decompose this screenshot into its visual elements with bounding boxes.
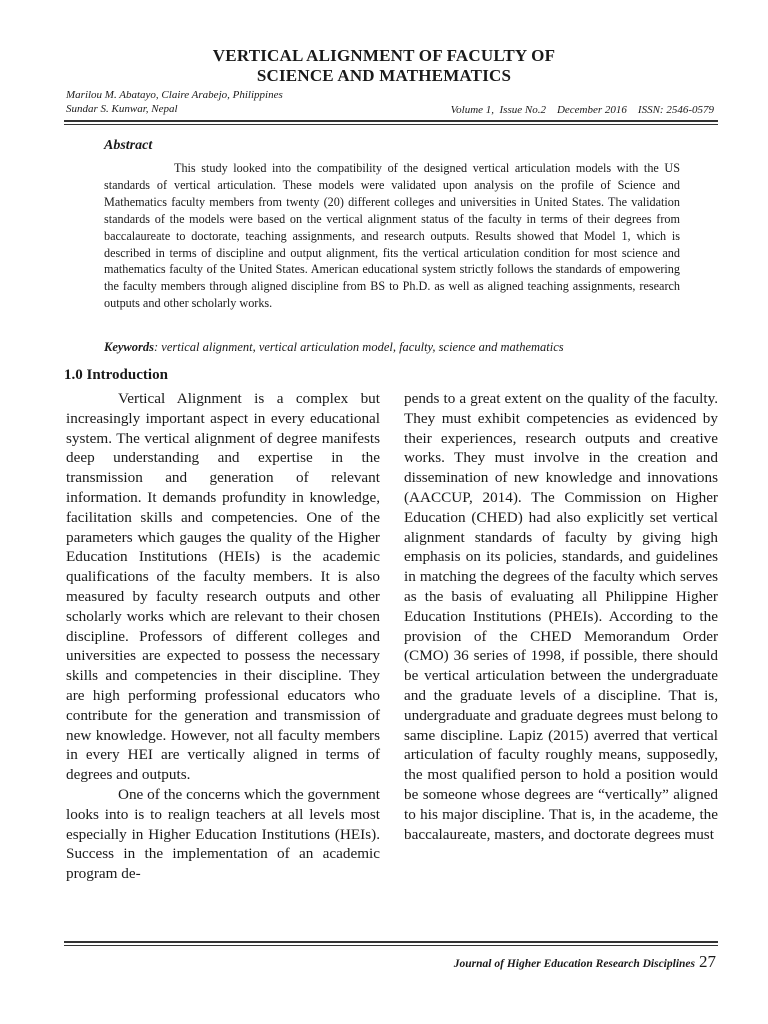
keywords-label: Keywords (104, 340, 154, 354)
volume-issue: Volume 1, Issue No.2 (450, 104, 546, 116)
issn: ISSN: 2546-0579 (637, 104, 714, 116)
intro-paragraph-1: Vertical Alignment is a complex but increasingly important aspect in every educational system. The vertical alignment of degree manifests deep understanding and expertise in the transmission and generation of relevant information. It demands profundity in knowledge, facilitation skills and competencies. One of the parameters which gauges the quality of the Higher Education Institutions (HEIs) is the academic qualifications of the faculty members. It is also measured by faculty research outputs and other scholarly works which are relevant to their chosen discipline. Professors of different colleges and universities are expected to possess the necessary skills and competencies in their discipline. They are high performing professional educators who contribute for the generation and transmission of new knowledge. However, not all faculty members in every HEI are vertically aligned in terms of degrees and outputs. (66, 390, 380, 784)
paper-title-line-1: VERTICAL ALIGNMENT OF FACULTY OF (212, 46, 556, 65)
intro-paragraph-2-continued: pends to a great extent on the quality of the faculty. They must exhibit competencies as evidenced by their experiences, research outputs and creative works. They must involve in the creation and dissemination of new knowledge and innovations (AACCUP, 2014). The Commission on Higher Education (CHED) had also explicitly set vertical alignment standards of faculty by giving high emphasis on its policies, standards, and guidelines in matching the degrees of the faculty which serves as the basis of evaluating all Philippine Higher Education Institutions (PHEIs). According to the provision of the CHED Memorandum Order (CMO) 36 series of 1998, if possible, there should be vertical articulation between the undergraduate and the graduate levels of a discipline. That is, undergraduate and graduate degrees must belong to same discipline. Lapiz (2015) averred that vertical articulation of faculty roughly means, supposedly, the most qualified person to hold a position would be someone whose degrees are “vertically” aligned to his major discipline. That is, in the academe, the baccalaureate, masters, and doctorate degrees must (404, 390, 718, 843)
header-rule-thick (64, 120, 718, 122)
paper-title-line-2: SCIENCE AND MATHEMATICS (256, 66, 512, 85)
authors-line-1: Marilou M. Abatayo, Claire Arabejo, Philippines (66, 89, 283, 101)
right-column (404, 389, 718, 844)
issue-date: December 2016 (556, 104, 627, 116)
footer-rule-thin (64, 945, 718, 946)
header-rule-thin (64, 124, 718, 125)
abstract-text: This study looked into the compatibility of the designed vertical articulation models with the US standards of vertical articulation. These models were validated upon analysis on the profile of Science and Mathematics faculty members from twenty (20) different colleges and universities in United States. The validation standards of the models were based on the vertical alignment status of the faculty in terms of their degrees from baccalaureate to doctorate, teaching assignments, and research outputs. Results showed that Model 1, which is described in terms of discipline and output alignment, fits the vertical articulation condition for most science and mathematics faculty of the United States. American educational system strictly follows the standards of empowering the faculty members through aligned discipline from BS to Ph.D. as well as aligned teaching assignments, research outputs and other scholarly works. (104, 161, 680, 311)
keywords-list: : vertical alignment, vertical articulation model, faculty, science and mathematics (154, 340, 564, 354)
issue-meta (451, 103, 714, 117)
authors (66, 88, 283, 116)
authors-line-2: Sundar S. Kunwar, Nepal (66, 103, 178, 115)
journal-name: Journal of Higher Education Research Disciplines (453, 958, 695, 970)
left-column (66, 389, 380, 884)
page-footer (454, 952, 716, 972)
intro-paragraph-2: One of the concerns which the government looks into is to realign teachers at all levels most especially in Higher Education Institutions (HEIs). Success in the implementation of an academic program de- (66, 785, 380, 883)
keywords-line (104, 339, 704, 355)
paper-title (0, 46, 768, 86)
abstract-heading: Abstract (104, 138, 153, 153)
footer-rule-thick (64, 941, 718, 943)
section-heading-introduction: 1.0 Introduction (64, 367, 168, 383)
page-number: 27 (699, 952, 716, 971)
